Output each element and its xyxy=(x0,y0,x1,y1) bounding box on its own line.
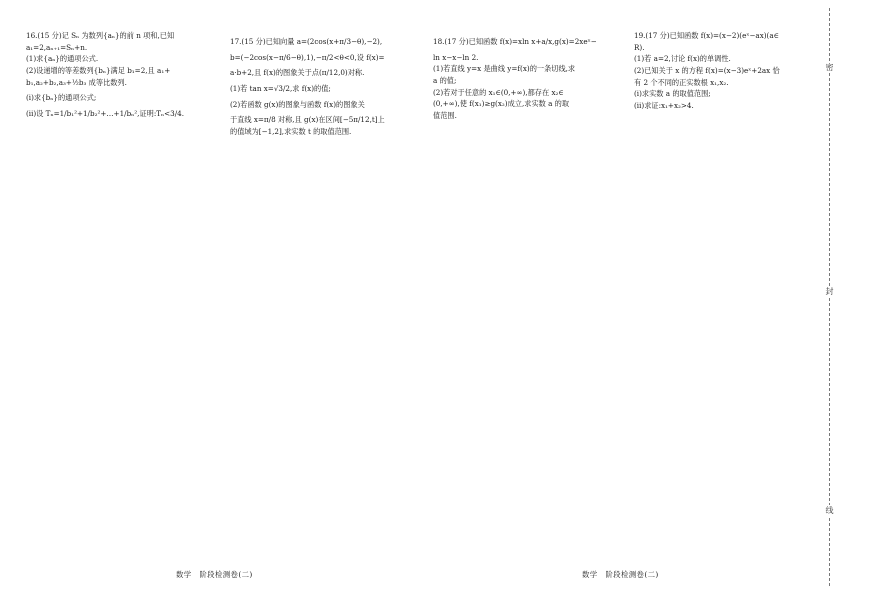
q17-line: 的值域为[−1,2],求实数 t 的取值范围. xyxy=(230,126,352,136)
q19-line: 有 2 个不同的正实数根 x₁,x₂. xyxy=(634,77,729,87)
q18-line: a 的值; xyxy=(433,75,457,85)
binding-char-top: 密 xyxy=(825,63,834,72)
q17-line: b=(−2cos(x−π/6−θ),1),−π/2<θ<0,设 f(x)= xyxy=(230,52,385,62)
q16-line: (ⅱ)设 Tₙ=1/b₁²+1/b₂²+…+1/bₙ²,证明:Tₙ<3/4. xyxy=(26,108,185,118)
q17-line: 于直线 x=π/8 对称,且 g(x)在区间[−5π/12,t]上 xyxy=(230,115,385,125)
question-18 xyxy=(433,36,597,122)
q19-line: (ⅱ)求证:x₁+x₂>4. xyxy=(634,100,694,110)
q18-line: 18.(17 分)已知函数 f(x)=xln x+a/x,g(x)=2xeˣ− xyxy=(433,37,597,46)
q18-line: ln x−x−ln 2. xyxy=(433,52,479,62)
q16-line: 16.(15 分)记 Sₙ 为数列{aₙ}的前 n 项和,已知 xyxy=(26,31,175,40)
q18-line: 值范围. xyxy=(433,110,457,120)
q19-line: R). xyxy=(634,42,645,52)
binding-char-bottom: 线 xyxy=(825,506,834,515)
q18-line: (2)若对于任意的 x₁∈(0,+∞),都存在 x₂∈ xyxy=(433,87,564,97)
q17-line: (2)若函数 g(x)的图象与函数 f(x)的图象关 xyxy=(230,99,365,109)
q16-line: a₁=2,aₙ₊₁=Sₙ+n. xyxy=(26,42,88,52)
question-17 xyxy=(230,36,385,138)
question-19 xyxy=(634,30,780,112)
q18-line: (1)若直线 y=x 是曲线 y=f(x)的一条切线,求 xyxy=(433,64,576,74)
q17-line: a·b+2,且 f(x)的图象关于点(π/12,0)对称. xyxy=(230,68,365,78)
binding-char-middle: 封 xyxy=(825,287,834,296)
q19-line: (2)已知关于 x 的方程 f(x)=(x−3)eˣ+2ax 恰 xyxy=(634,65,780,75)
q19-line: 19.(17 分)已知函数 f(x)=(x−2)(eˣ−ax)(a∈ xyxy=(634,31,779,40)
q17-line: (1)若 tan x=√3/2,求 f(x)的值; xyxy=(230,83,331,93)
binding-dashed-line xyxy=(829,8,830,586)
footer-right: 数学 阶段检测卷(二) xyxy=(582,570,659,579)
q16-line: (1)求{aₙ}的通项公式. xyxy=(26,54,99,64)
q16-line: (2)设递增的等差数列{bₙ}满足 b₁=2,且 a₁+ xyxy=(26,65,171,75)
q19-line: (1)若 a=2,讨论 f(x)的单调性. xyxy=(634,54,731,64)
question-16 xyxy=(26,30,184,120)
q18-line: (0,+∞),使 f(x₁)≥g(x₂)成立,求实数 a 的取 xyxy=(433,99,570,109)
q19-line: (ⅰ)求实数 a 的取值范围; xyxy=(634,89,711,99)
footer-left: 数学 阶段检测卷(二) xyxy=(176,570,253,579)
q16-line: b₁,a₂+b₂,a₃+½b₃ 成等比数列. xyxy=(26,77,127,87)
q16-line: (ⅰ)求{bₙ}的通项公式; xyxy=(26,93,97,103)
q17-line: 17.(15 分)已知向量 a=(2cos(x+π/3−θ),−2), xyxy=(230,37,383,46)
